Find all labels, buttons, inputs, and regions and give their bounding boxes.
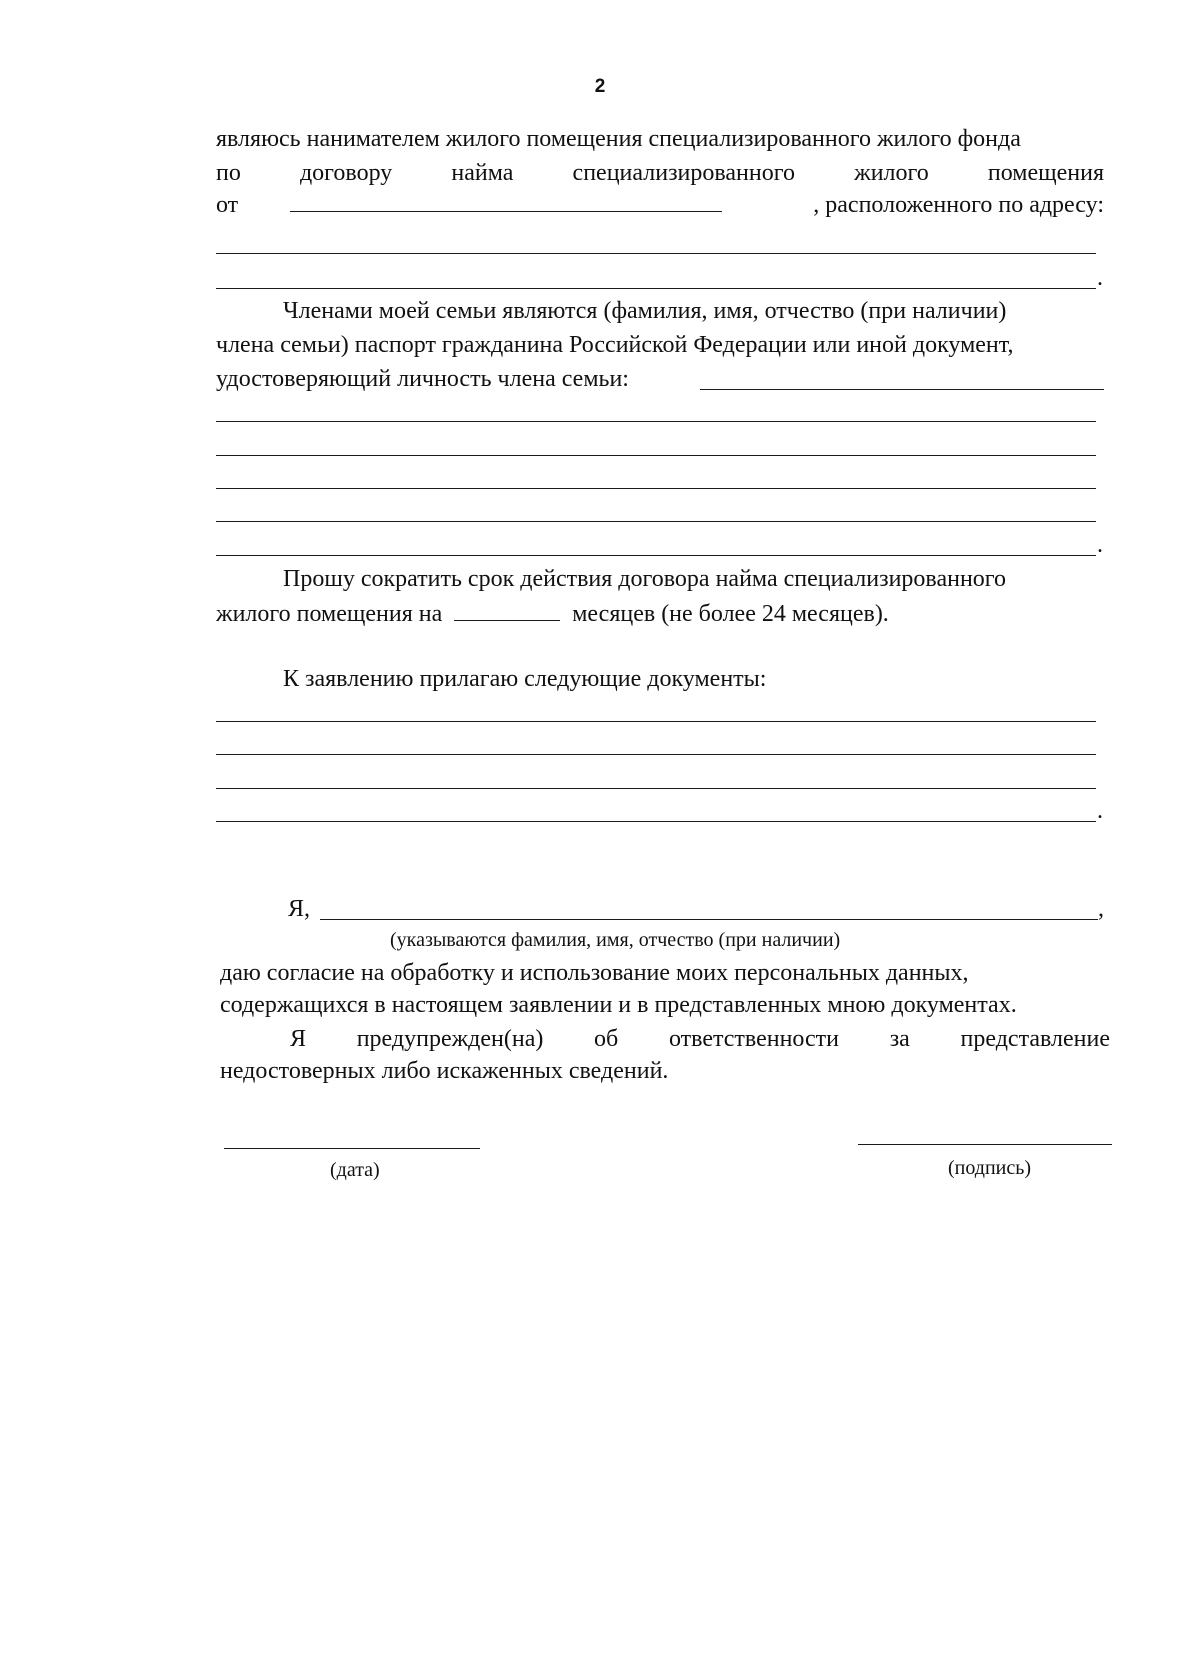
warning-text-2: недостоверных либо искаженных сведений. xyxy=(220,1058,669,1084)
contract-date-prefix: от xyxy=(216,192,239,218)
full-name-caption: (указываются фамилия, имя, отчество (при наличии) xyxy=(390,929,841,951)
attachments-end-mark: . xyxy=(1097,798,1103,824)
warning-word: предупрежден(на) xyxy=(356,1026,544,1052)
consent-text-2: содержащихся в настоящем заявлении и в представленных мною документах. xyxy=(220,992,1017,1018)
warning-line xyxy=(290,1024,1110,1054)
warning-word: об xyxy=(594,1026,619,1052)
full-name-field[interactable] xyxy=(320,919,1098,920)
warning-word: Я xyxy=(290,1026,307,1052)
request-prefix: жилого помещения на xyxy=(216,601,443,627)
address-field-line-1[interactable] xyxy=(216,253,1096,254)
family-members-field-line-1[interactable] xyxy=(700,389,1104,390)
attachments-field-line-3[interactable] xyxy=(216,788,1096,789)
contract-word: специализированного xyxy=(572,160,795,186)
contract-word: найма xyxy=(451,160,514,186)
warning-word: за xyxy=(889,1026,910,1052)
attachments-field-line-2[interactable] xyxy=(216,754,1096,755)
page-number: 2 xyxy=(594,76,606,97)
request-text-1: Прошу сократить срок действия договора найма специализированного xyxy=(283,566,1007,592)
address-field-line-2[interactable] xyxy=(216,288,1096,289)
consent-text-1: даю согласие на обработку и использование моих персональных данных, xyxy=(220,960,969,986)
signature-caption: (подпись) xyxy=(948,1157,1032,1179)
family-members-heading: Членами моей семьи являются (фамилия, имя, отчество (при наличии) xyxy=(283,298,1007,324)
address-end-mark: . xyxy=(1097,265,1103,291)
signature-field[interactable] xyxy=(858,1144,1112,1145)
contract-line xyxy=(216,158,1104,188)
attachments-field-line-4[interactable] xyxy=(216,821,1096,822)
warning-word: представление xyxy=(960,1026,1110,1052)
warning-word: ответственности xyxy=(668,1026,840,1052)
contract-word: договору xyxy=(299,160,393,186)
tenant-statement-line: являюсь нанимателем жилого помещения специализированного жилого фонда xyxy=(216,126,1021,152)
family-members-end-mark: . xyxy=(1097,532,1103,558)
family-members-field-line-4[interactable] xyxy=(216,488,1096,489)
family-members-field-line-6[interactable] xyxy=(216,555,1096,556)
consent-suffix: , xyxy=(1098,896,1104,922)
family-members-label: удостоверяющий личность члена семьи: xyxy=(216,366,629,392)
date-field[interactable] xyxy=(224,1148,480,1149)
consent-prefix: Я, xyxy=(288,896,311,922)
request-text-2 xyxy=(216,598,1104,629)
contract-word: помещения xyxy=(987,160,1104,186)
contract-word: жилого xyxy=(854,160,929,186)
contract-word: по xyxy=(216,160,241,186)
date-caption: (дата) xyxy=(330,1159,380,1181)
family-members-field-line-3[interactable] xyxy=(216,455,1096,456)
attachments-heading: К заявлению прилагаю следующие документы: xyxy=(283,666,767,692)
family-members-field-line-5[interactable] xyxy=(216,521,1096,522)
contract-date-field[interactable] xyxy=(290,211,722,212)
attachments-field-line-1[interactable] xyxy=(216,721,1096,722)
request-suffix: месяцев (не более 24 месяцев). xyxy=(572,601,889,627)
family-members-text-2: члена семьи) паспорт гражданина Российской Федерации или иной документ, xyxy=(216,332,1014,358)
address-label: , расположенного по адресу: xyxy=(813,192,1104,218)
family-members-field-line-2[interactable] xyxy=(216,421,1096,422)
months-field[interactable] xyxy=(454,598,560,621)
